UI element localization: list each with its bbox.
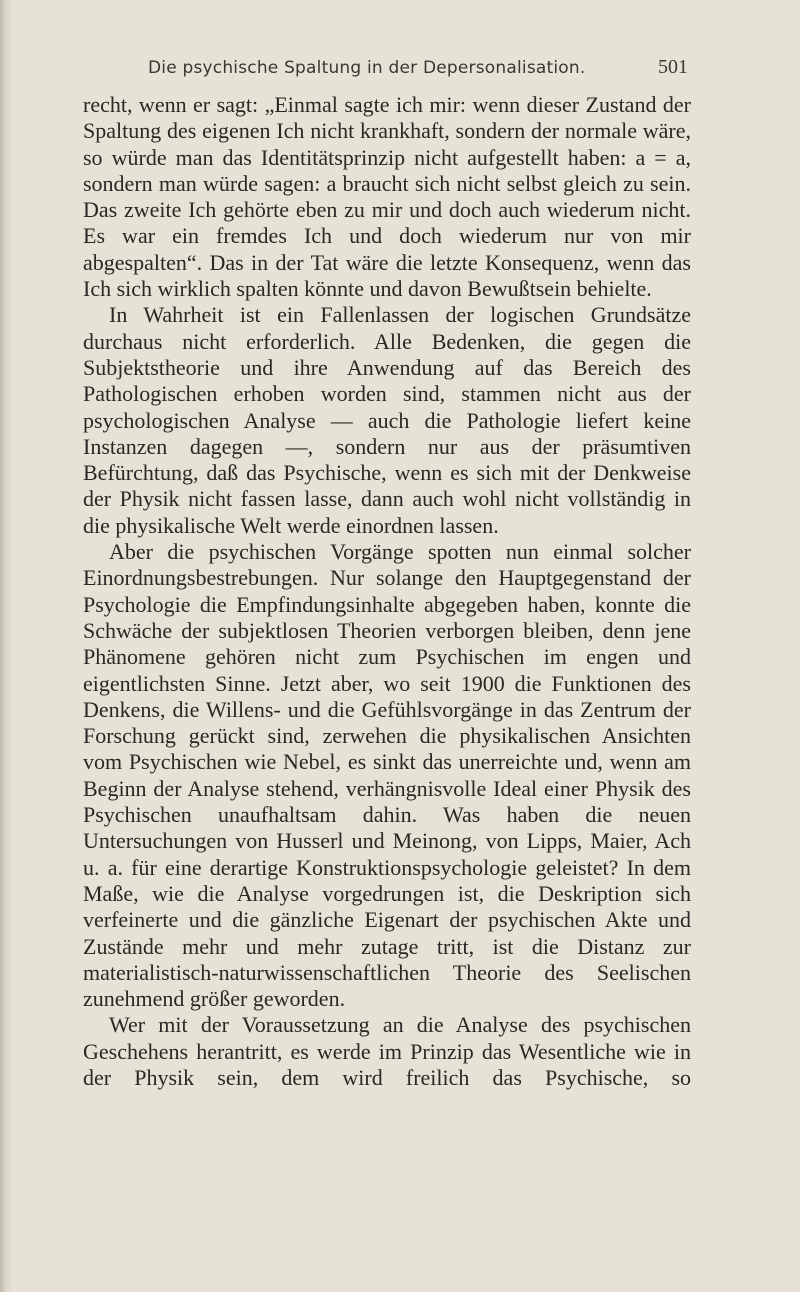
paragraph-3: Aber die psychischen Vorgänge spotten nun einmal solcher Einordnungsbestrebungen. Nur solange den Hauptgegenstand der Psychologie die Empfindungsinhalte abgegeben haben, konnte die Schwäche der subjektlosen Theorien verborgen bleiben, denn jene Phänomene gehören nicht zum Psychischen im engen und eigentlichsten Sinne. Jetzt aber, wo seit 1900 die Funktionen des Denkens, die Willens- und die Gefühlsvorgänge in das Zentrum der Forschung gerückt sind, zerwehen die physikalischen Ansichten vom Psychischen wie Nebel, es sinkt das unerreichte und, wenn am Beginn der Analyse stehend, verhängnisvolle Ideal einer Physik des Psychischen unaufhaltsam dahin. Was haben die neuen Untersuchungen von Husserl und Meinong, von Lipps, Maier, Ach u. a. für eine derartige Konstruktionspsychologie geleistet? In dem Maße, wie die Analyse vorgedrungen ist, die Deskription sich verfeinerte und die gänzliche Eigenart der psychischen Akte und Zustände mehr und mehr zutage tritt, ist die Distanz zur materialistisch-naturwissenschaftlichen Theorie des Seelischen zunehmend größer geworden. bbox=[83, 539, 691, 1012]
running-title: Die psychische Spaltung in der Depersonalisation. bbox=[148, 58, 586, 78]
paragraph-1: recht, wenn er sagt: „Einmal sagte ich mir: wenn dieser Zustand der Spaltung des eigenen Ich nicht krankhaft, sondern der normale wäre, so würde man das Identitätsprinzip nicht aufgestellt haben: a = a, sondern man würde sagen: a braucht sich nicht selbst gleich zu sein. Das zweite Ich gehörte eben zu mir und doch auch wiederum nicht. Es war ein fremdes Ich und doch wiederum nur von mir abgespalten“. Das in der Tat wäre die letzte Konsequenz, wenn das Ich sich wirklich spalten könnte und davon Bewußtsein behielte. bbox=[83, 92, 691, 302]
paragraph-2: In Wahrheit ist ein Fallenlassen der logischen Grundsätze durchaus nicht erforderlich. Alle Bedenken, die gegen die Subjektstheorie und ihre Anwendung auf das Bereich des Pathologischen erhoben worden sind, stammen nicht aus der psychologischen Analyse — auch die Pathologie liefert keine Instanzen dagegen —, sondern nur aus der präsumtiven Befürchtung, daß das Psychische, wenn es sich mit der Denkweise der Physik nicht fassen lasse, dann auch wohl nicht vollständig in die physikalische Welt werde einordnen lassen. bbox=[83, 302, 691, 538]
page-number: 501 bbox=[658, 56, 688, 78]
page-binding-edge bbox=[0, 0, 12, 1292]
running-header bbox=[120, 54, 690, 84]
paragraph-4: Wer mit der Voraussetzung an die Analyse des psychischen Geschehens herantritt, es werde im Prinzip das Wesentliche wie in der Physik sein, dem wird freilich das Psychische, so bbox=[83, 1012, 691, 1090]
body-text bbox=[83, 92, 691, 1091]
